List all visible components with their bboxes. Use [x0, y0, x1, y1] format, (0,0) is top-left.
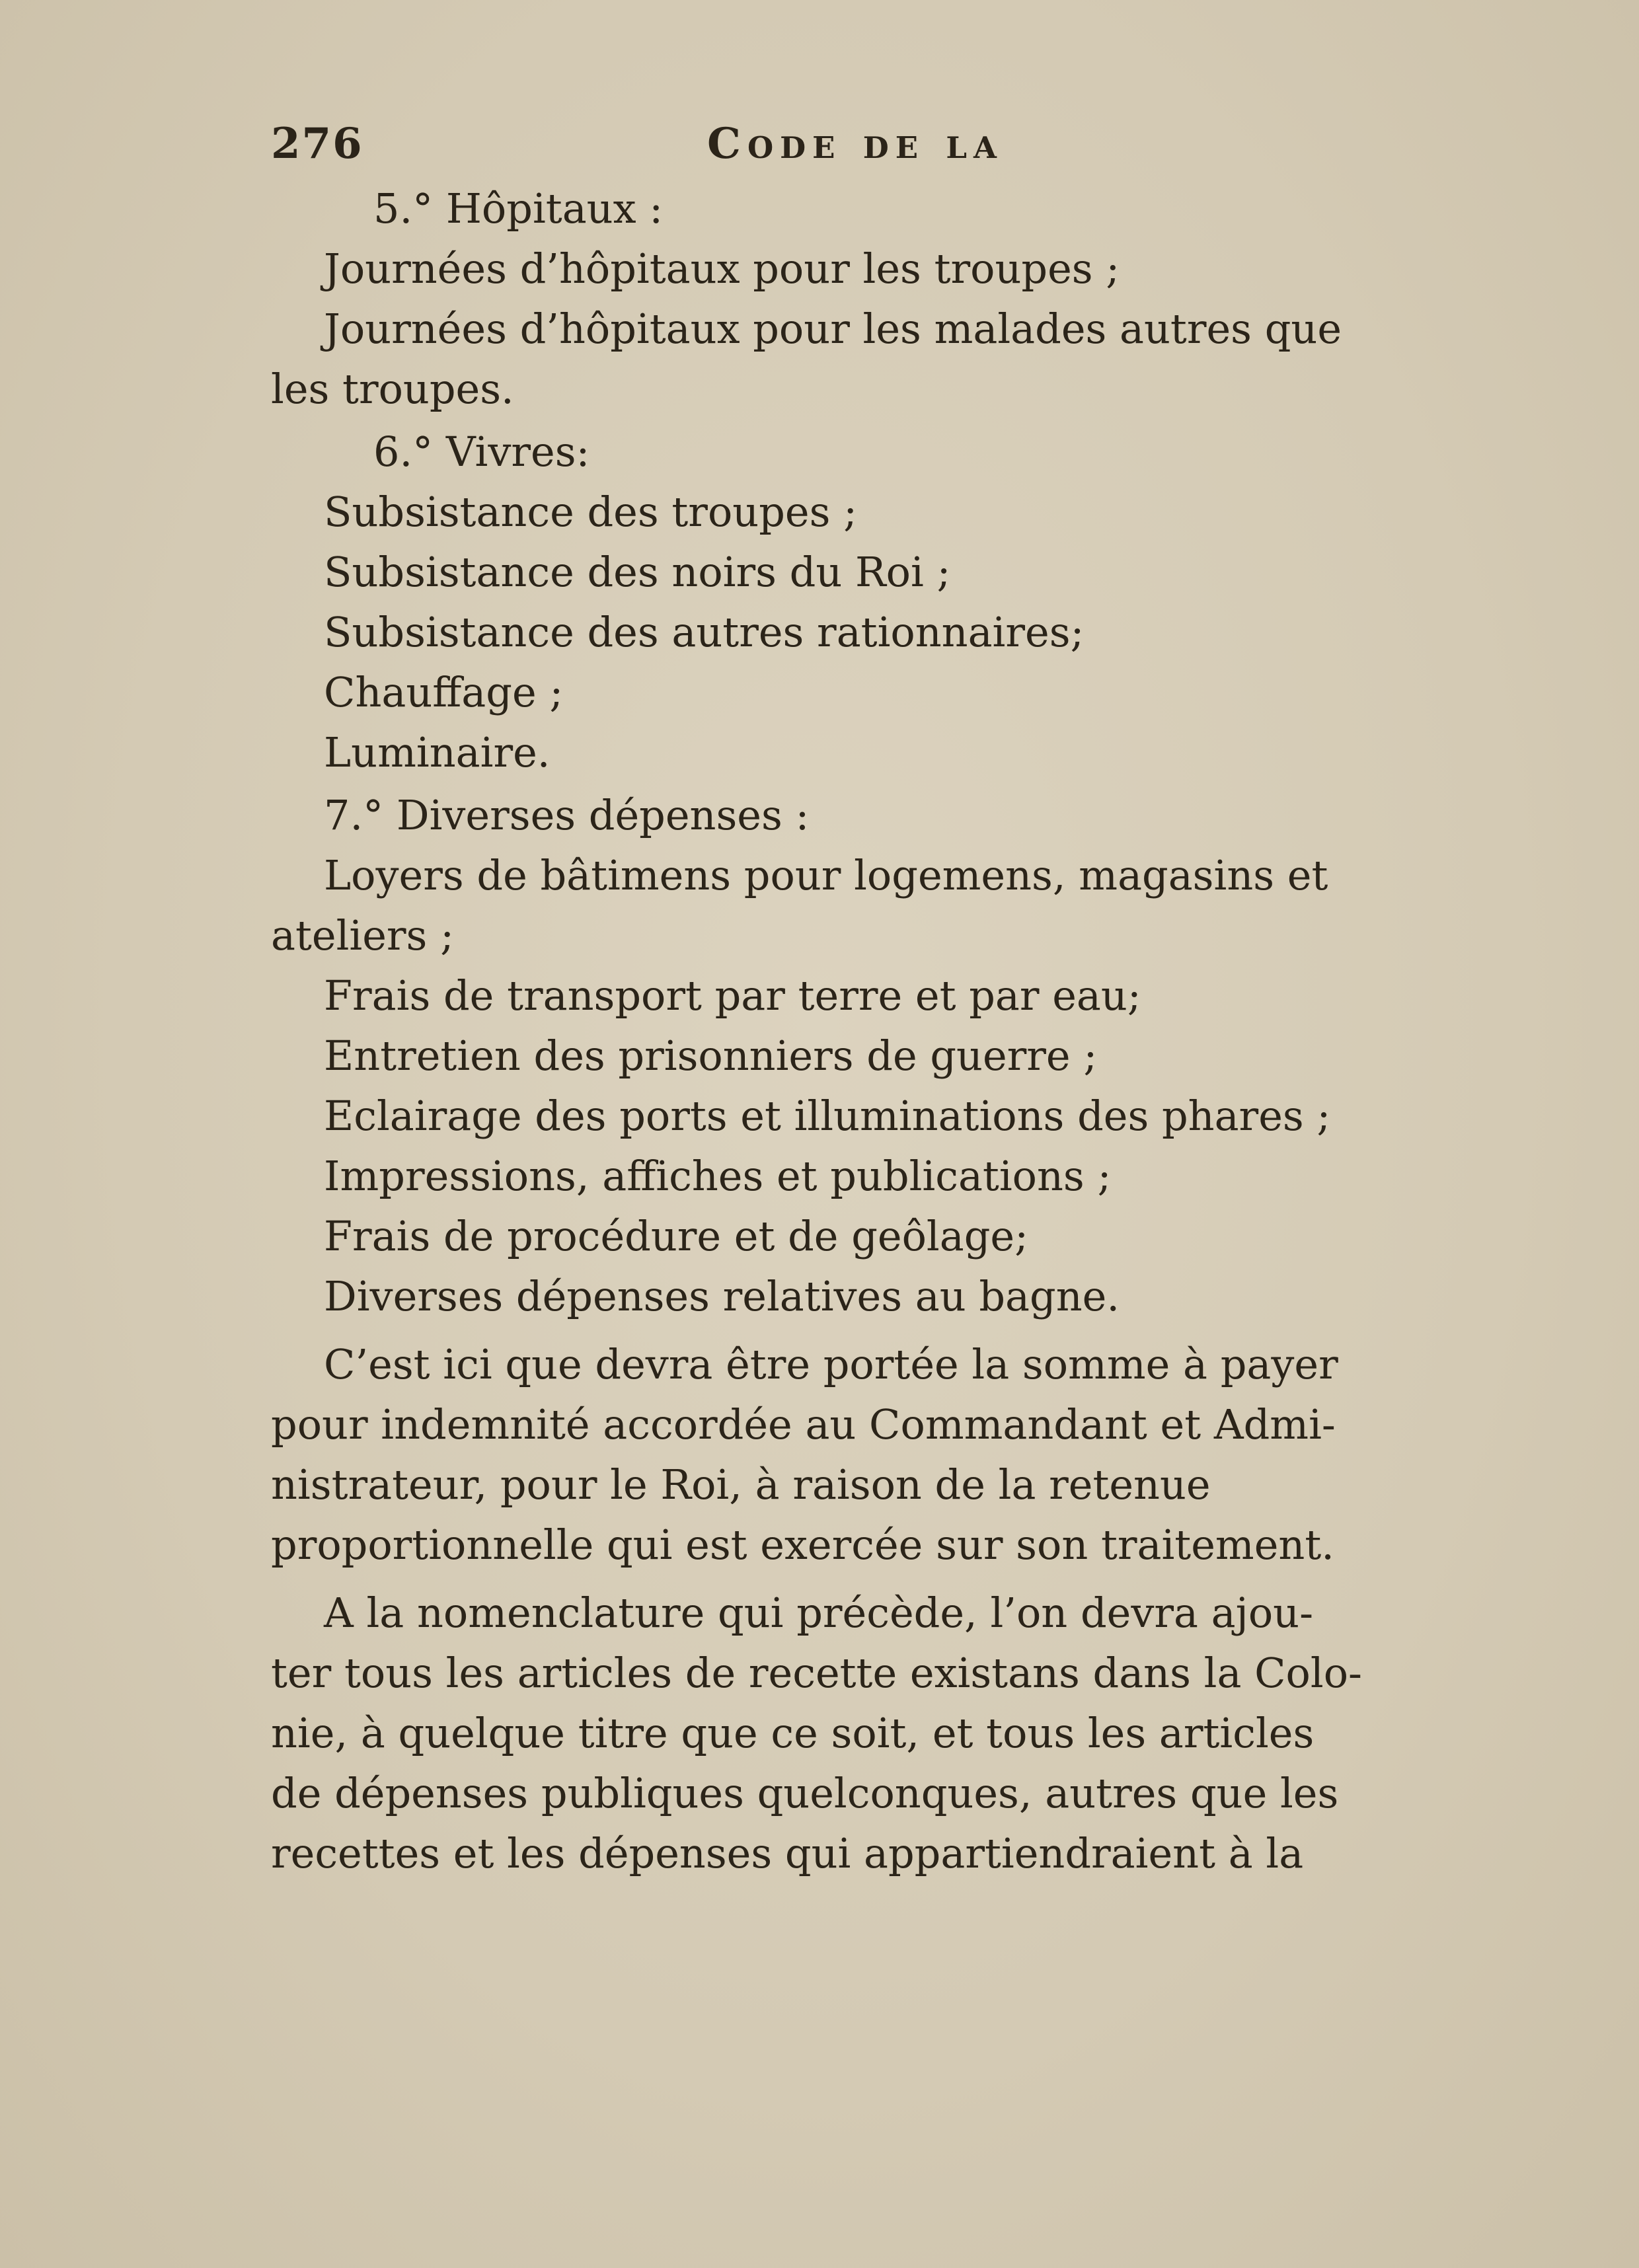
text-line: Subsistance des autres rationnaires;	[324, 608, 1085, 656]
section-heading-hopitaux: 5.° Hôpitaux :	[373, 184, 664, 233]
page-number: 276	[271, 119, 363, 169]
text-line: Subsistance des noirs du Roi ;	[324, 548, 951, 596]
text-line: Impressions, affiches et publications ;	[324, 1152, 1112, 1200]
text-line: Frais de transport par terre et par eau;	[324, 971, 1141, 1020]
text-line: Journées d’hôpitaux pour les troupes ;	[324, 245, 1120, 293]
text-line: les troupes.	[271, 365, 514, 413]
page-body	[271, 178, 1361, 1883]
paragraph-line: recettes et les dépenses qui appartiendraient à la	[271, 1829, 1304, 1877]
text-line: ateliers ;	[271, 911, 454, 960]
paragraph-line: pour indemnité accordée au Commandant et Admi-	[271, 1400, 1336, 1449]
paragraph-line: nistrateur, pour le Roi, à raison de la retenue	[271, 1460, 1211, 1509]
paragraph-line: A la nomenclature qui précède, l’on devra ajou-	[324, 1589, 1314, 1637]
text-line: Entretien des prisonniers de guerre ;	[324, 1032, 1098, 1080]
text-line: Journées d’hôpitaux pour les malades autres que	[324, 305, 1342, 353]
text-line: Chauffage ;	[324, 668, 564, 716]
running-title: Code de la	[707, 119, 1003, 169]
text-line: Subsistance des troupes ;	[324, 488, 857, 536]
section-heading-diverses-depenses: 7.° Diverses dépenses :	[324, 791, 810, 839]
text-line: Eclairage des ports et illuminations des phares ;	[324, 1092, 1331, 1140]
paragraph-line: de dépenses publiques quelconques, autres que les	[271, 1769, 1339, 1817]
paragraph-line: ter tous les articles de recette existans dans la Colo-	[271, 1649, 1362, 1697]
text-line: Luminaire.	[324, 728, 551, 776]
paragraph-line: C’est ici que devra être portée la somme à payer	[324, 1340, 1338, 1388]
paragraph-line: nie, à quelque titre que ce soit, et tous les articles	[271, 1709, 1315, 1757]
paragraph-line: proportionnelle qui est exercée sur son traitement.	[271, 1521, 1334, 1569]
text-line: Diverses dépenses relatives au bagne.	[324, 1272, 1120, 1320]
text-line: Loyers de bâtimens pour logemens, magasins et	[324, 851, 1328, 899]
page-header	[271, 119, 1361, 178]
text-line: Frais de procédure et de geôlage;	[324, 1212, 1028, 1260]
section-heading-vivres: 6.° Vivres:	[373, 428, 590, 476]
